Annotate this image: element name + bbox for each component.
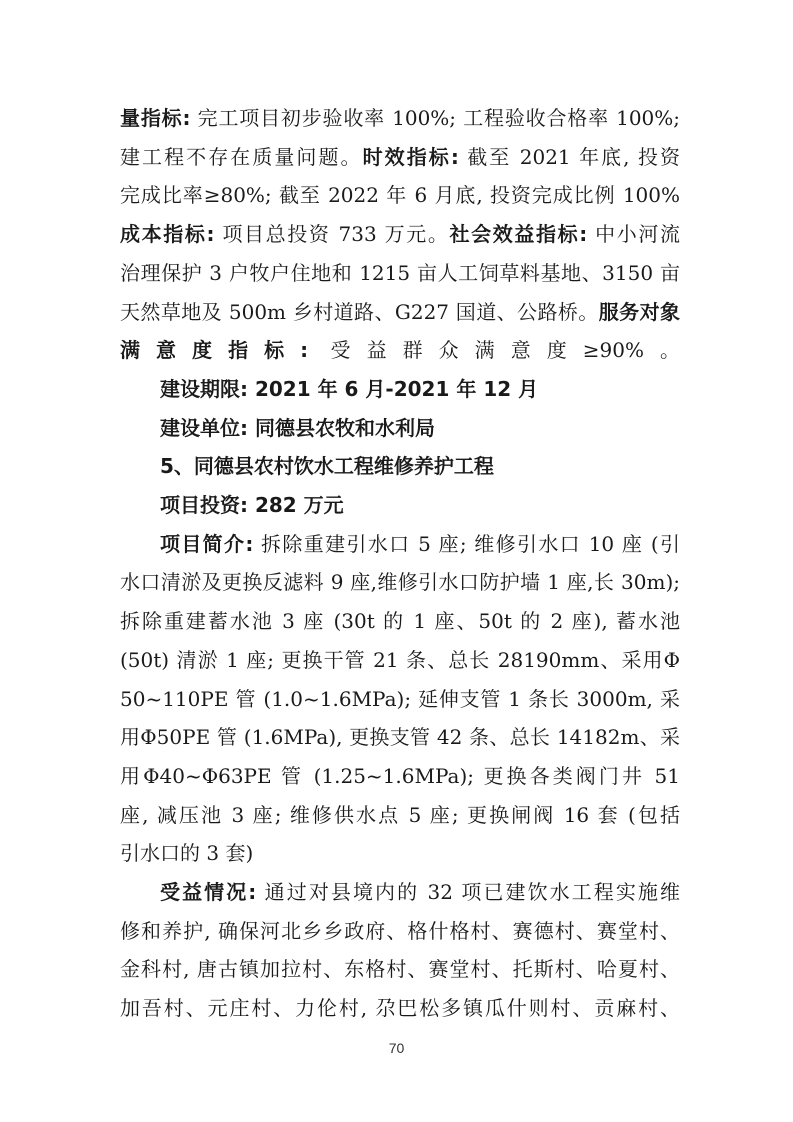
text-segment: 引水口的 3 套)	[120, 841, 254, 866]
text-segment: 完工项目初步验收率 100%; 工程验收合格率 100%;	[190, 106, 681, 130]
text-line	[160, 530, 680, 558]
text-line	[120, 259, 680, 287]
text-segment: 水口清淤及更换反滤料 9 座,维修引水口防护墙 1 座,长 30m);	[120, 570, 680, 595]
text-segment: 建工程不存在质量问题。	[120, 144, 363, 169]
bold-label: 时效指标:	[362, 144, 459, 169]
text-segment: 50~110PE 管 (1.0~1.6MPa); 延伸支管 1 条长 3000m, 采	[120, 686, 680, 711]
bold-label: 建设期限: 2021 年 6 月-2021 年 12 月	[160, 376, 539, 401]
bold-label: 量指标:	[120, 106, 191, 130]
text-segment: 截至 2021 年底, 投资	[458, 144, 681, 169]
text-segment: 修和养护, 确保河北乡乡政府、格什格村、赛德村、赛堂村、	[120, 918, 680, 943]
text-line	[120, 298, 680, 326]
text-segment: 用Φ50PE 管 (1.6MPa), 更换支管 42 条、总长 14182m、采	[120, 725, 680, 750]
text-segment: 项目总投资 733 万元。	[214, 222, 450, 247]
text-line	[120, 336, 680, 364]
bold-label: 服务对象	[598, 299, 680, 324]
text-segment: 中小河流	[587, 222, 681, 247]
text-line	[120, 220, 680, 248]
text-segment: 金科村, 唐古镇加拉村、东格村、赛堂村、托斯村、哈夏村、	[120, 957, 680, 982]
text-segment: 座, 减压池 3 座; 维修供水点 5 座; 更换闸阀 16 套 (包括	[120, 802, 680, 827]
text-line	[120, 762, 680, 790]
text-segment: 天然草地及 500m 乡村道路、G227 国道、公路桥。	[120, 299, 599, 324]
text-line	[120, 801, 680, 829]
text-line	[120, 955, 680, 983]
bold-label: 项目投资: 282 万元	[160, 493, 344, 517]
text-line	[160, 375, 680, 403]
bold-label: 成本指标:	[120, 222, 215, 247]
text-line	[120, 104, 680, 132]
text-line	[160, 878, 680, 906]
bold-label: 受益情况:	[160, 880, 257, 904]
text-line	[120, 568, 680, 596]
text-line	[160, 414, 680, 442]
text-segment: 完成比率≥80%; 截至 2022 年 6 月底, 投资完成比例 100%	[120, 183, 680, 208]
text-segment: 拆除重建蓄水池 3 座 (30t 的 1 座、50t 的 2 座), 蓄水池	[120, 609, 680, 634]
bold-label: 满意度指标:	[120, 338, 309, 363]
bold-label: 社会效益指标:	[449, 222, 588, 247]
text-line	[120, 723, 680, 751]
text-line	[120, 181, 680, 209]
text-line	[160, 491, 680, 519]
bold-label: 建设单位: 同德县农牧和水利局	[160, 415, 435, 440]
text-line	[160, 452, 680, 480]
text-segment: 受益群众满意度≥90%。	[308, 338, 680, 363]
text-line	[120, 839, 680, 867]
text-segment: 用Φ40~Φ63PE 管 (1.25~1.6MPa); 更换各类阀门井 51	[120, 763, 680, 788]
text-segment: 拆除重建引水口 5 座; 维修引水口 10 座 (引	[253, 531, 681, 556]
text-segment: 治理保护 3 户牧户住地和 1215 亩人工饲草料基地、3150 亩	[120, 260, 680, 285]
text-line	[120, 917, 680, 945]
page-number: 70	[388, 1040, 405, 1056]
text-line	[120, 685, 680, 713]
bold-label: 5、同德县农村饮水工程维修养护工程	[160, 454, 494, 479]
bold-label: 项目简介:	[160, 531, 254, 556]
text-line	[120, 607, 680, 635]
text-line	[120, 994, 680, 1022]
text-segment: 加吾村、元庄村、力伦村, 尕巴松多镇瓜什则村、贡麻村、	[120, 996, 680, 1021]
text-line	[120, 143, 680, 171]
text-segment: 通过对县境内的 32 项已建饮水工程实施维	[256, 880, 681, 904]
text-segment: (50t) 清淤 1 座; 更换干管 21 条、总长 28190mm、采用Φ	[120, 647, 680, 672]
text-line	[120, 646, 680, 674]
